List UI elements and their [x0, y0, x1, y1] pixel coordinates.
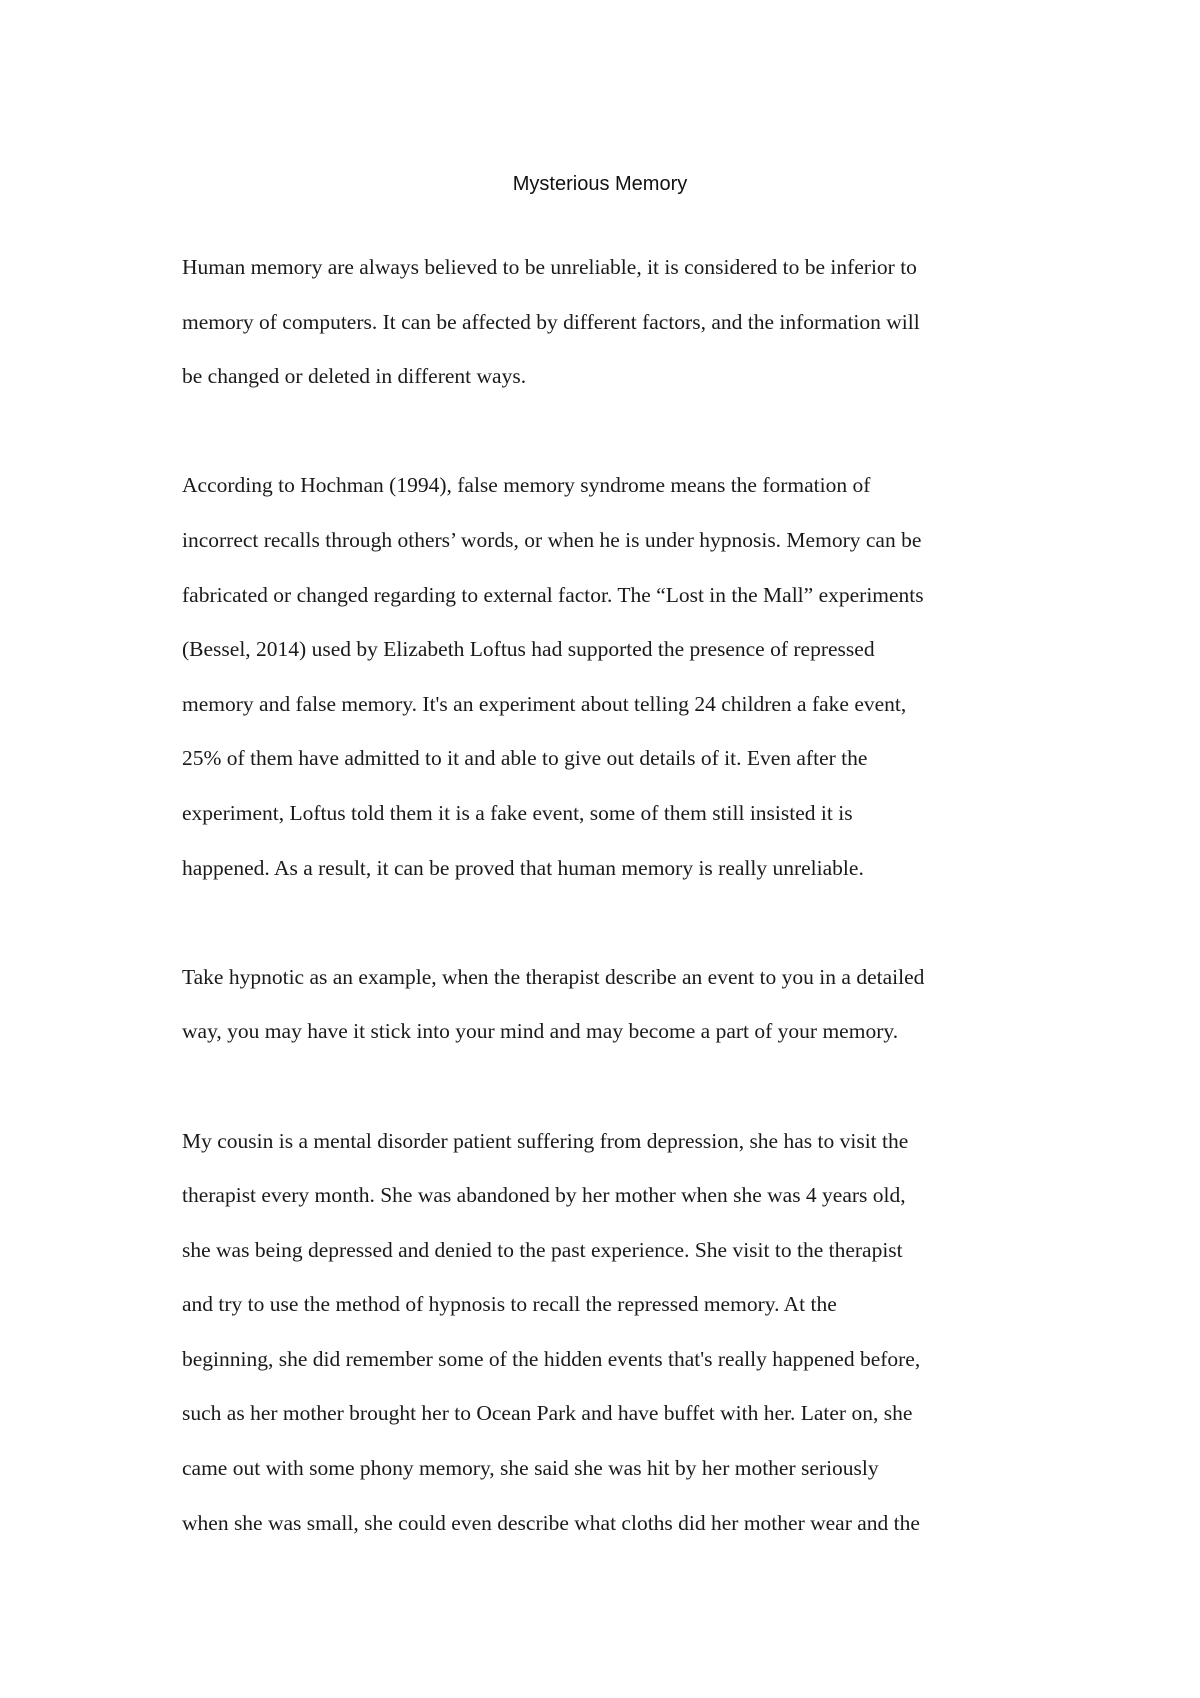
text-line: fabricated or changed regarding to external factor. The “Lost in the Mall” experiments: [182, 582, 924, 607]
document-title: Mysterious Memory: [512, 173, 688, 195]
document-body: [182, 240, 1032, 1605]
text-line: and try to use the method of hypnosis to recall the repressed memory. At the: [182, 1292, 837, 1317]
paragraph-2: [182, 458, 1032, 895]
text-line: she was being depressed and denied to the past experience. She visit to the therapist: [182, 1237, 903, 1262]
text-line: Human memory are always believed to be unreliable, it is considered to be inferior to: [182, 255, 917, 279]
paragraph-1: [182, 240, 1032, 404]
text-line: beginning, she did remember some of the hidden events that's really happened before,: [182, 1346, 921, 1371]
text-line: My cousin is a mental disorder patient suffering from depression, she has to visit the: [182, 1128, 909, 1153]
text-line: According to Hochman (1994), false memory syndrome means the formation of: [182, 473, 871, 498]
text-line: came out with some phony memory, she said she was hit by her mother seriously: [182, 1456, 879, 1481]
text-line: incorrect recalls through others’ words, or when he is under hypnosis. Memory can be: [182, 527, 922, 552]
paragraph-4: [182, 1114, 1032, 1551]
text-line: when she was small, she could even describe what cloths did her mother wear and the: [182, 1510, 920, 1535]
text-line: happened. As a result, it can be proved that human memory is really unreliable.: [182, 855, 864, 880]
text-line: Take hypnotic as an example, when the therapist describe an event to you in a detailed: [182, 964, 925, 989]
text-line: be changed or deleted in different ways.: [182, 364, 527, 389]
text-line: memory of computers. It can be affected by different factors, and the information will: [182, 309, 920, 334]
text-line: (Bessel, 2014) used by Elizabeth Loftus had supported the presence of repressed: [182, 637, 875, 662]
paragraph-3: [182, 950, 1032, 1059]
text-line: such as her mother brought her to Ocean Park and have buffet with her. Later on, she: [182, 1401, 913, 1426]
text-line: 25% of them have admitted to it and able to give out details of it. Even after the: [182, 746, 868, 771]
text-line: way, you may have it stick into your mind and may become a part of your memory.: [182, 1019, 899, 1044]
text-line: experiment, Loftus told them it is a fake event, some of them still insisted it is: [182, 800, 853, 825]
text-line: memory and false memory. It's an experiment about telling 24 children a fake event,: [182, 691, 907, 716]
text-line: therapist every month. She was abandoned by her mother when she was 4 years old,: [182, 1183, 906, 1208]
